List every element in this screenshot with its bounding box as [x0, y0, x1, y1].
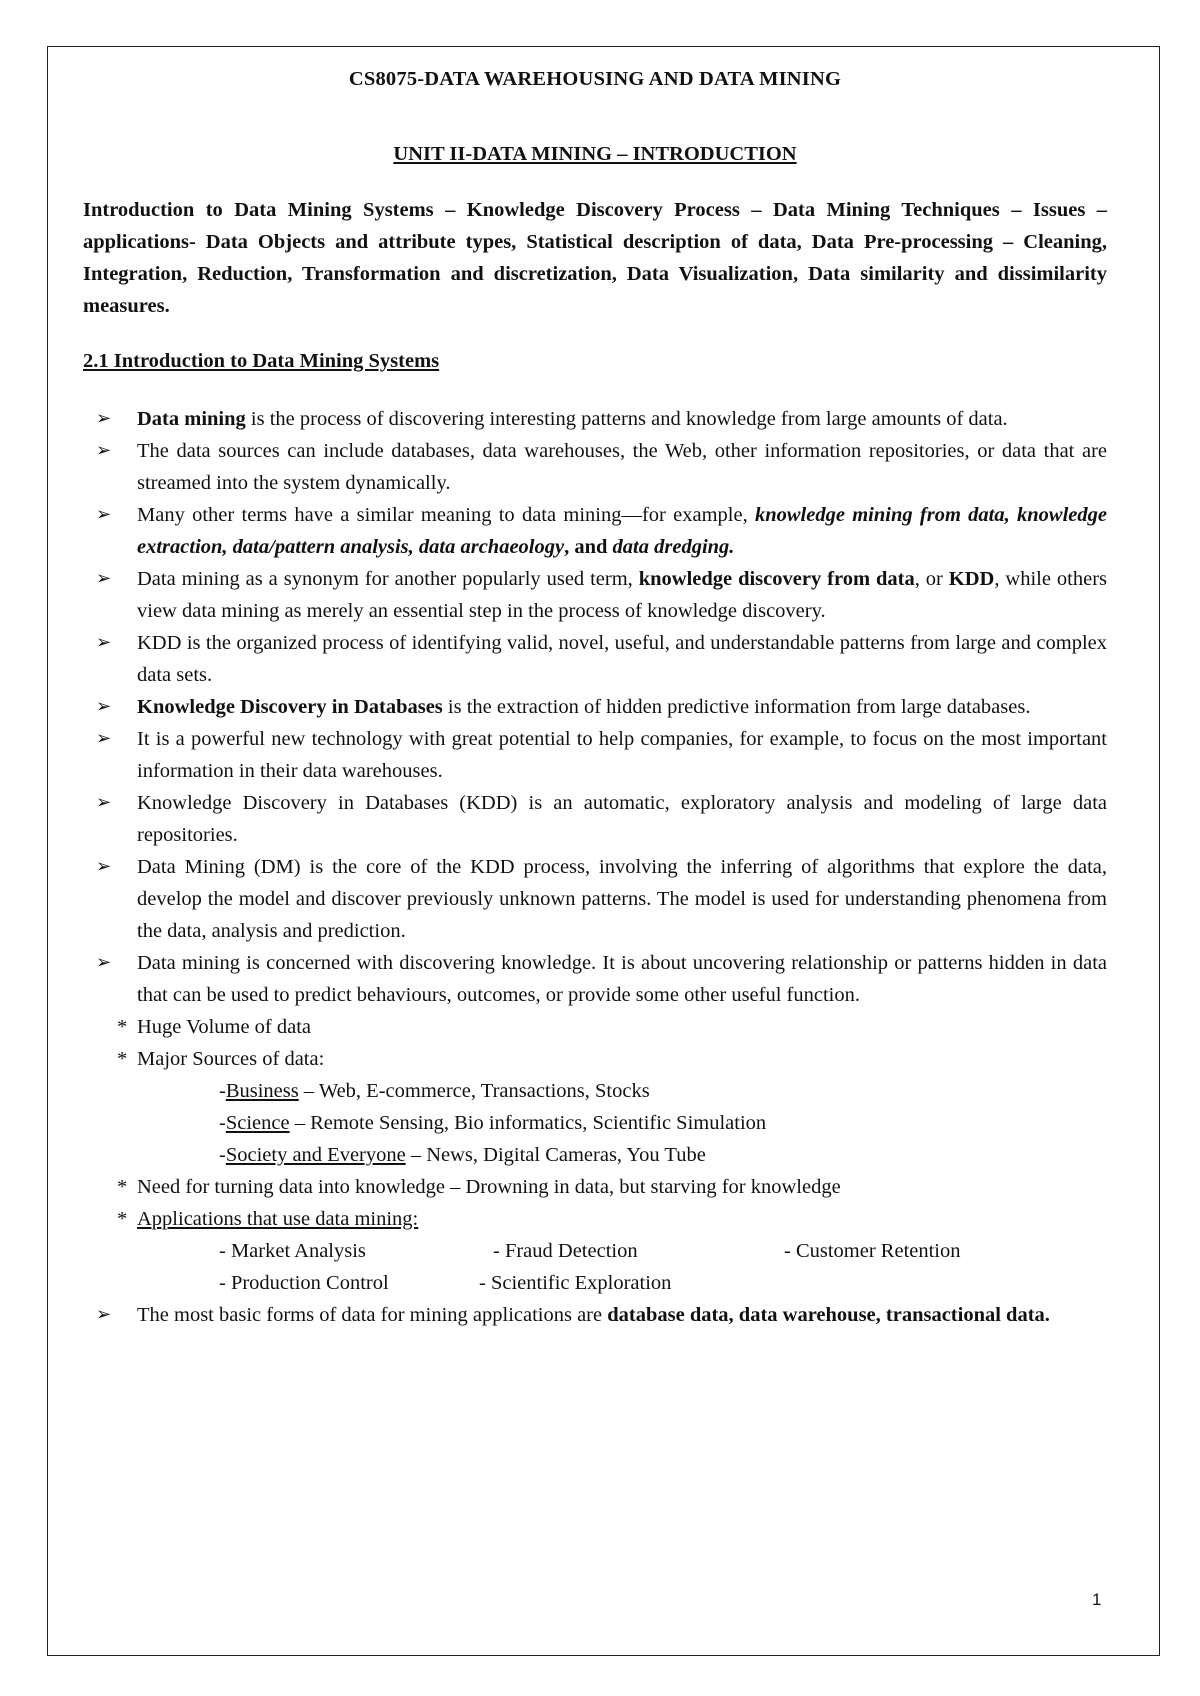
arrow-bullet-icon: ➢ — [96, 440, 112, 461]
arrow-bullet-icon: ➢ — [96, 568, 112, 589]
list-item: ➢ It is a powerful new technology with great potential to help companies, for example, to focus on the most important information in their data warehouses. — [83, 723, 1107, 787]
arrow-bullet-icon: ➢ — [96, 696, 112, 717]
list-item: ➢ KDD is the organized process of identifying valid, novel, useful, and understandable patterns from large and complex data sets. — [83, 627, 1107, 691]
list-item: ➢ Data Mining (DM) is the core of the KDD process, involving the inferring of algorithms that explore the data, develop the model and discover previously unknown patterns. The model is used for understanding phenomena from the data, analysis and prediction. — [83, 851, 1107, 947]
asterisk-icon: * — [117, 1048, 128, 1070]
list-item: ➢ The most basic forms of data for mining applications are database data, data warehouse, transactional data. — [83, 1299, 1107, 1331]
app-fraud-detection: - Fraud Detection — [493, 1240, 638, 1262]
arrow-bullet-icon: ➢ — [96, 632, 112, 653]
source-science: -Science – Remote Sensing, Bio informatics, Scientific Simulation — [219, 1112, 767, 1134]
asterisk-icon: * — [117, 1176, 128, 1198]
applications-row-1 — [83, 1235, 1107, 1267]
list-item: ➢ Many other terms have a similar meaning to data mining—for example, knowledge mining from data, knowledge extraction, data/pattern analysis, data archaeology, and data dredging. — [83, 499, 1107, 563]
applications-row-2 — [83, 1267, 1107, 1299]
arrow-bullet-icon: ➢ — [96, 504, 112, 525]
arrow-bullet-icon: ➢ — [96, 856, 112, 877]
app-customer-retention: - Customer Retention — [784, 1240, 961, 1262]
asterisk-icon: * — [117, 1016, 128, 1038]
app-market-analysis: - Market Analysis — [219, 1240, 366, 1262]
source-business: -Business – Web, E-commerce, Transactions, Stocks — [219, 1080, 650, 1102]
arrow-bullet-icon: ➢ — [96, 1304, 112, 1325]
star-item-applications: * Applications that use data mining: — [83, 1203, 1107, 1235]
arrow-bullet-icon: ➢ — [96, 952, 112, 973]
star-item-need: * Need for turning data into knowledge – Drowning in data, but starving for knowledge — [83, 1171, 1107, 1203]
app-production-control: - Production Control — [219, 1272, 389, 1294]
list-item: ➢ Data mining is concerned with discovering knowledge. It is about uncovering relationship or patterns hidden in data that can be used to predict behaviours, outcomes, or provide some other useful function. — [83, 947, 1107, 1011]
list-item: ➢ Knowledge Discovery in Databases (KDD) is an automatic, exploratory analysis and modeling of large data repositories. — [83, 787, 1107, 851]
asterisk-icon: * — [117, 1208, 128, 1230]
star-item-volume: * Huge Volume of data — [83, 1011, 1107, 1043]
app-scientific-exploration: - Scientific Exploration — [479, 1272, 672, 1294]
course-title: CS8075-DATA WAREHOUSING AND DATA MINING — [348, 68, 842, 90]
arrow-bullet-icon: ➢ — [96, 792, 112, 813]
document-content — [83, 68, 1107, 1331]
list-item: ➢ The data sources can include databases, data warehouses, the Web, other information repositories, or data that are streamed into the system dynamically. — [83, 435, 1107, 499]
arrow-bullet-icon: ➢ — [96, 408, 112, 429]
source-society: -Society and Everyone – News, Digital Cameras, You Tube — [219, 1144, 706, 1166]
section-heading: 2.1 Introduction to Data Mining Systems — [83, 350, 440, 372]
page-number: 1 — [1092, 1590, 1102, 1609]
list-item: ➢ Data mining as a synonym for another popularly used term, knowledge discovery from data, or KDD, while others view data mining as merely an essential step in the process of knowledge discovery. — [83, 563, 1107, 627]
list-item: ➢ Knowledge Discovery in Databases is the extraction of hidden predictive information from large databases. — [83, 691, 1107, 723]
arrow-bullet-icon: ➢ — [96, 728, 112, 749]
bullet-list-final — [83, 1299, 1107, 1331]
syllabus-paragraph: Introduction to Data Mining Systems – Knowledge Discovery Process – Data Mining Techniques – Issues – applications- Data Objects and attribute types, Statistical description of data, Data Pre-processing – Cleaning, Integration, Reduction, Transformation and discretization, Data Visualization, Data similarity and dissimilarity measures. — [83, 199, 1107, 317]
bullet-list — [83, 403, 1107, 1011]
unit-title: UNIT II-DATA MINING – INTRODUCTION — [393, 143, 797, 165]
star-item-sources: * Major Sources of data: — [83, 1043, 1107, 1075]
list-item: ➢ Data mining is the process of discovering interesting patterns and knowledge from large amounts of data. — [83, 403, 1107, 435]
